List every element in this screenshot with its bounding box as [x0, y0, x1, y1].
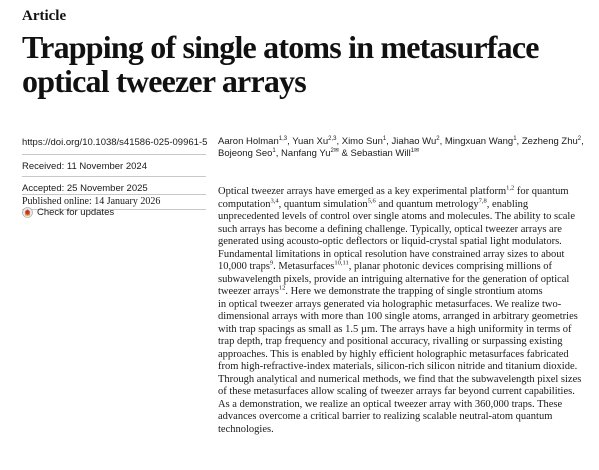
citation-ref[interactable]: 7,8 [478, 197, 487, 204]
author-name[interactable]: Ximo Sun [341, 136, 383, 147]
author-affiliation: 1 [513, 135, 517, 142]
author-name[interactable]: Bojeong Seo [218, 148, 273, 159]
abstract-text: generated using acousto-optic deflectors or liquid-crystal spatial light modulators. [218, 236, 562, 247]
abstract-text: and quantum metrology [375, 198, 479, 210]
abstract-text: computation [218, 198, 271, 210]
check-updates-label: Check for updates [37, 207, 115, 218]
abstract-text: such arrays has become a defining challenge. Typically, optical tweezer arrays are [218, 223, 562, 235]
received-date: Received: 11 November 2024 [22, 161, 147, 172]
abstract-line [218, 399, 596, 412]
author-name[interactable]: Sebastian Will [350, 148, 411, 159]
abstract-line [218, 374, 596, 387]
divider [22, 154, 206, 155]
abstract-text: for quantum [514, 186, 569, 197]
author-separator: , [516, 136, 522, 147]
abstract-line [218, 236, 596, 249]
author-name[interactable]: Zezheng Zhu [521, 136, 578, 147]
divider [22, 194, 206, 195]
divider [22, 176, 206, 177]
abstract-line [218, 211, 596, 224]
author-line [218, 136, 588, 148]
abstract-text: trap depth, trap frequency and positional accuracy, rivalling or surpassing existing [218, 336, 563, 347]
author-separator: & [338, 148, 351, 159]
abstract-text: in optical tweezer arrays generated via holographic metasurfaces. We realize two- [218, 298, 562, 310]
abstract-line [218, 199, 596, 212]
abstract-line [218, 249, 596, 262]
author-name[interactable]: Yuan Xu [292, 136, 329, 147]
abstract-text: . Here we demonstrate the trapping of single strontium atoms [285, 286, 543, 297]
author-separator: , [275, 148, 282, 159]
author-list [218, 136, 588, 160]
citation-ref[interactable]: 1,2 [506, 184, 515, 192]
abstract-line [218, 324, 596, 337]
abstract [218, 186, 596, 436]
abstract-line [218, 361, 596, 374]
author-affiliation: 2 [577, 135, 582, 142]
abstract-text: subwavelength pixels, provide an intriguing alternative for the generation of optical [218, 273, 570, 285]
accepted-date: Accepted: 25 November 2025 [22, 183, 148, 194]
author-separator: , [287, 136, 293, 147]
author-affiliation: 2 [436, 135, 440, 142]
abstract-line [218, 336, 596, 349]
check-for-updates-button[interactable] [22, 207, 114, 218]
abstract-line [218, 411, 596, 424]
published-date: Published online: 14 January 2026 [22, 196, 161, 207]
abstract-line [218, 274, 596, 287]
title-line: Trapping of single atoms in metasurface [22, 29, 539, 65]
author-separator: , [439, 136, 445, 147]
author-name[interactable]: Jiahao Wu [391, 136, 437, 147]
abstract-line [218, 349, 596, 362]
abstract-text: technologies. [218, 423, 274, 435]
abstract-text: , planar photonic devices comprising millions of [348, 261, 553, 272]
abstract-text: As a demonstration, we realize an optical tweezer array with 360,000 traps. These [218, 398, 563, 410]
abstract-text: 10,000 traps [218, 261, 270, 272]
citation-ref[interactable]: 3,4 [270, 197, 279, 204]
author-name[interactable]: Aaron Holman [218, 136, 279, 147]
article-type-label: Article [22, 8, 67, 24]
abstract-text: unprecedented levels of control over single atoms and molecules. The ability to scale [218, 211, 575, 222]
abstract-text: from high-refractive-index materials, silicon-rich silicon nitride and titanium dioxide. [218, 361, 578, 372]
author-affiliation: 2✉ [330, 147, 339, 154]
abstract-line [218, 386, 596, 399]
author-affiliation: 1✉ [410, 147, 420, 154]
author-line [218, 148, 588, 160]
abstract-line [218, 261, 596, 274]
abstract-text: of these metasurfaces allow scaling of tweezer arrays far beyond current capabilities. [218, 386, 575, 397]
author-separator: , [336, 136, 342, 147]
citation-ref[interactable]: 9 [269, 259, 274, 267]
citation-ref[interactable]: 12 [278, 284, 286, 292]
abstract-text: . Metasurfaces [273, 261, 335, 272]
abstract-text: , enabling [486, 198, 529, 210]
abstract-text: dimensional arrays with more than 100 single atoms, arranged in arbitrary geometries [218, 311, 578, 322]
author-affiliation: 1,3 [278, 135, 288, 142]
abstract-line [218, 224, 596, 237]
author-affiliation: 1 [382, 135, 387, 142]
title-line: optical tweezer arrays [22, 63, 306, 99]
author-name[interactable]: Mingxuan Wang [444, 136, 514, 147]
abstract-line [218, 299, 596, 312]
author-affiliation: 2,3 [328, 135, 337, 142]
abstract-line [218, 286, 596, 299]
author-separator: , [581, 136, 584, 147]
author-separator: , [386, 136, 392, 147]
abstract-line [218, 311, 596, 324]
abstract-text: Fundamental limitations in optical resolution have constrained array sizes to about [218, 248, 565, 260]
abstract-text: with trap spacings as small as 1.5 µm. The arrays have a high uniformity in terms of [218, 323, 572, 335]
author-name[interactable]: Nanfang Yu [281, 148, 331, 159]
citation-ref[interactable]: 10,11 [334, 259, 349, 267]
author-affiliation: 1 [272, 147, 276, 154]
abstract-text: approaches. This is enabled by highly efficient holographic metasurfaces fabricated [218, 348, 569, 360]
abstract-text: Optical tweezer arrays have emerged as a key experimental platform [218, 186, 507, 197]
abstract-line [218, 424, 596, 437]
check-updates-icon [22, 207, 33, 218]
article-title [22, 30, 582, 98]
abstract-text: Through analytical and numerical methods, we find that the subwavelength pixel sizes [218, 373, 582, 385]
abstract-text: , quantum simulation [278, 198, 368, 210]
citation-ref[interactable]: 5,6 [367, 197, 376, 204]
doi-link[interactable]: https://doi.org/10.1038/s41586-025-09961-5 [22, 137, 208, 148]
abstract-text: advances overcome a critical barrier to realizing scalable neutral-atom quantum [218, 411, 553, 422]
abstract-text: tweezer arrays [218, 286, 279, 297]
